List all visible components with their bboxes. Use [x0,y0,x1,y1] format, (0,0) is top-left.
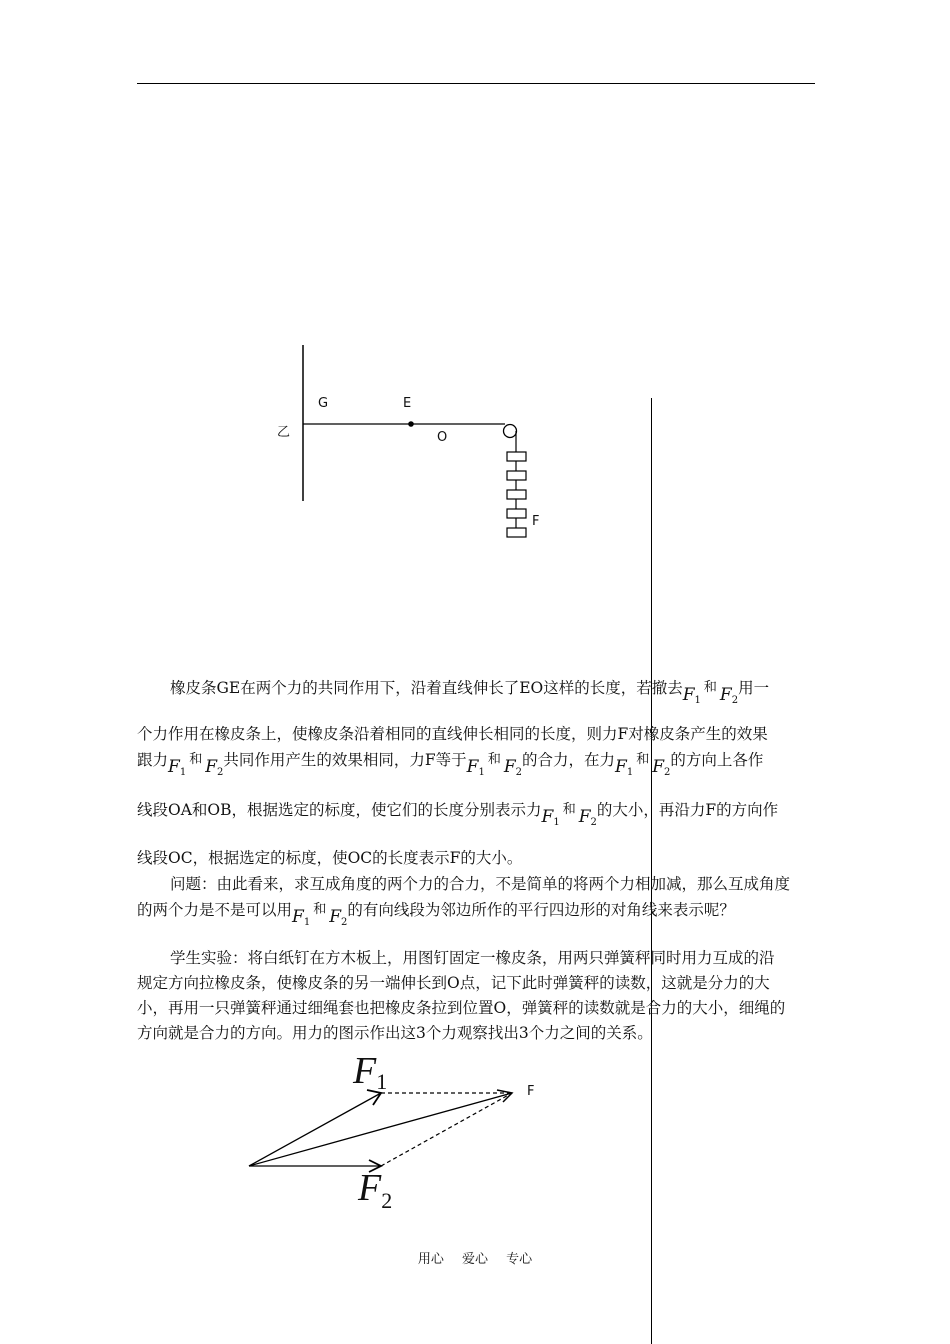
f2-symbol: $F_2$ [329,907,348,928]
text: 用一 [738,679,770,697]
label-e: E [403,396,412,411]
f1-symbol: $F_1$ [466,757,485,778]
paragraph-2-line-1: 个力作用在橡皮条上，使橡皮条沿着相同的直线伸长相同的长度，则力F对橡皮条产生的效果 [137,725,768,743]
label-o: O [437,430,448,445]
paragraph-5-line-3: 小，再用一只弹簧秤通过细绳套也把橡皮条拉到位置O，弹簧秤的读数就是合力的大小，细绳的 [137,999,786,1017]
f1-symbol: $F_1$ [682,685,701,706]
f1-symbol: $F_1$ [168,757,187,778]
label-f1-large: F1 [353,1050,388,1094]
text: 的方向上各作 [670,751,764,769]
he-conj: 和 [562,802,576,817]
label-f2-large: $F_2$ [358,1167,393,1213]
f2-symbol: $F_2$ [503,757,522,778]
label-resultant-f: F [527,1084,535,1099]
paragraph-5-line-2: 规定方向拉橡皮条，使橡皮条的另一端伸长到O点，记下此时弹簧秤的读数，这就是分力的大 [137,974,770,992]
f1-symbol: $F_1$ [292,907,311,928]
text: 的有向线段为邻边所作的平行四边形的对角线来表示呢？ [347,901,735,919]
f2-symbol: $F_2$ [578,807,597,828]
label-f: F [532,514,540,529]
text: 跟力 [137,751,169,769]
paragraph-4-line-1: 问题：由此看来，求互成角度的两个力的合力，不是简单的将两个力相加减，那么互成角度 [170,875,791,893]
f1-vector [249,1093,381,1166]
he-conj: 和 [487,752,501,767]
parallel-dash-side [381,1093,512,1166]
f2-symbol: $F_2$ [719,685,739,706]
he-conj: 和 [636,752,650,767]
he-conj: 和 [703,680,717,695]
paragraph-3-line-2: 线段OC，根据选定的标度，使OC的长度表示F的大小。 [137,849,523,867]
text: 的两个力是不是可以用 [137,901,293,919]
text: 线段OA和OB，根据选定的标度，使它们的长度分别表示力 [137,801,542,819]
paragraph-5-line-4: 方向就是合力的方向。用力的图示作出这3个力观察找出3个力之间的关系。 [137,1024,653,1042]
f2-symbol: $F_2$ [205,757,224,778]
f1-symbol: $F_1$ [541,807,560,828]
resultant-vector [249,1093,512,1166]
paragraph-5-line-1: 学生实验：将白纸钉在方木板上，用图钉固定一橡皮条，用两只弹簧秤同时用力互成的沿 [170,949,775,967]
label-g: G [318,396,329,411]
text: 共同作用产生的效果相同，力F等于 [223,751,467,769]
text: 橡皮条GE在两个力的共同作用下，沿着直线伸长了EO这样的长度，若撤去 [170,679,683,697]
f2-symbol: $F_2$ [652,757,671,778]
he-conj: 和 [313,902,327,917]
text: 的合力，在力 [522,751,616,769]
he-conj: 和 [189,752,203,767]
footer-slogan: 用心 爱心 专心 [417,1252,533,1267]
label-yi: 乙 [277,425,291,440]
f1-symbol: $F_1$ [615,757,634,778]
text: 的大小，再沿力F的方向作 [596,801,779,819]
